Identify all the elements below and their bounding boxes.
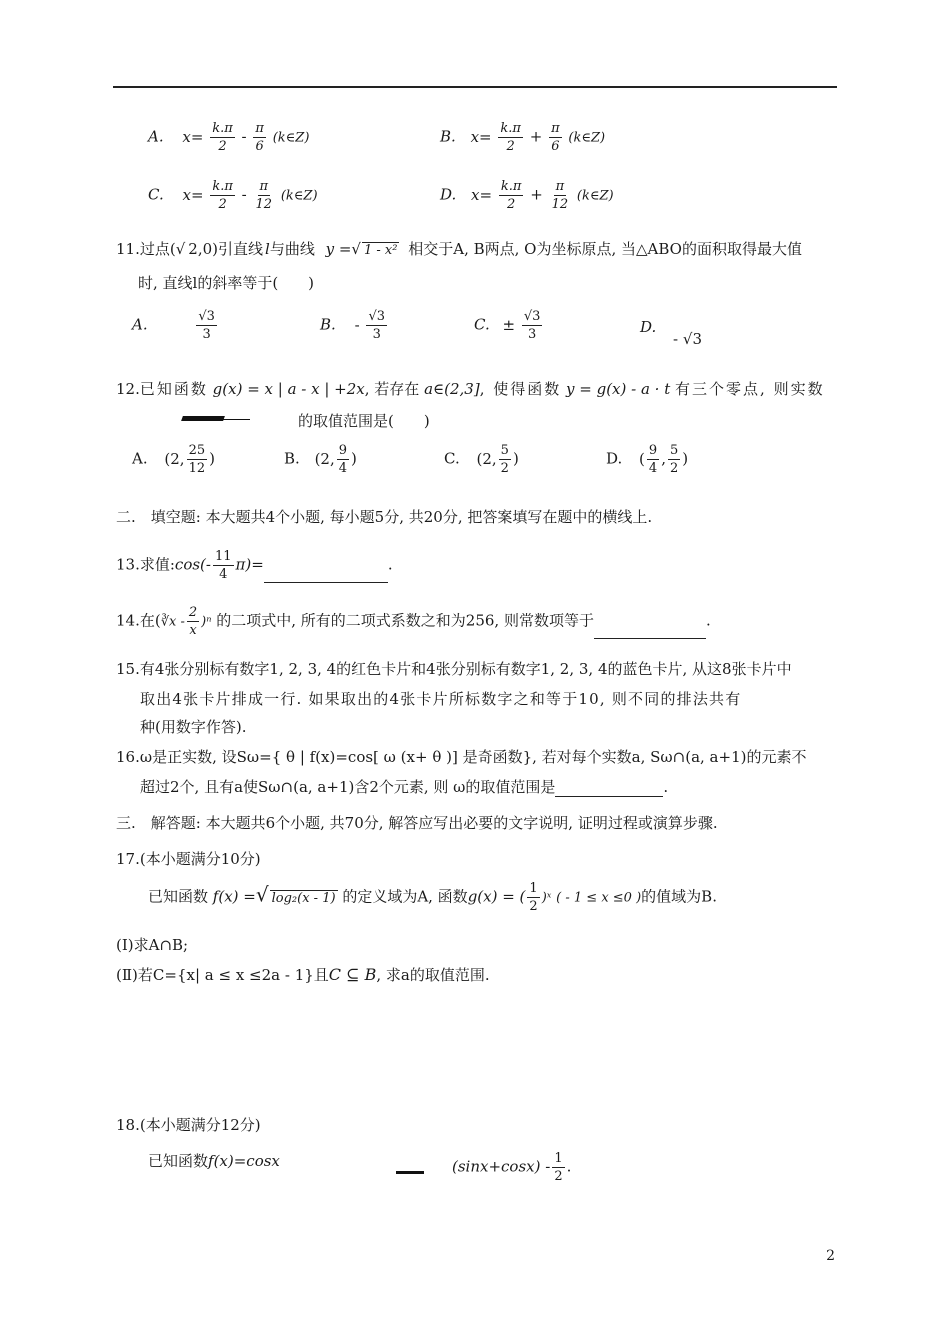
question-text: 种(用数字作答). bbox=[140, 718, 247, 736]
question-number: 12. bbox=[116, 380, 140, 398]
section-3-heading bbox=[116, 812, 718, 833]
sqrt-symbol: √ bbox=[175, 240, 186, 258]
question-title: (本小题满分10分) bbox=[139, 850, 261, 868]
fraction: $\frac{k.\pi}{2}$ bbox=[212, 179, 233, 212]
fraction: $\frac{25}{12}$ bbox=[188, 443, 206, 476]
question-text: 超过2个, 且有a使Sω∩(a, a+1)含2个元素, 则 ω的取值范围是 bbox=[140, 778, 556, 796]
question-12-line2 bbox=[298, 410, 430, 431]
fraction: $\frac{√3}{3}$ bbox=[368, 309, 385, 342]
question-number: 11. bbox=[116, 240, 140, 258]
option-text: , bbox=[661, 449, 666, 468]
question-text: l bbox=[265, 240, 270, 258]
math-expression: 1 - x² bbox=[363, 243, 398, 258]
math-expression: y = g(x) - a · t bbox=[566, 380, 671, 398]
math-expression: f(x)=cosx bbox=[208, 1152, 280, 1170]
math-expression: log₂(x - 1) bbox=[271, 890, 336, 906]
question-17-part2 bbox=[116, 964, 490, 985]
question-number: 14. bbox=[116, 611, 140, 630]
option-text: (2, bbox=[164, 449, 185, 468]
fraction: $\frac{1}{2}$ bbox=[529, 881, 538, 914]
q10-option-d bbox=[440, 178, 614, 213]
math-expression: cos(- bbox=[174, 555, 211, 574]
option-text: ) bbox=[209, 449, 215, 468]
question-text: ω是正实数, 设Sω={ θ | f(x)=cos[ ω (x+ θ )] 是奇函数}, 若对每个实数a, Sω∩(a, a+1)的元素不 bbox=[139, 748, 807, 766]
option-label: A. bbox=[132, 449, 148, 468]
option-text: x= bbox=[182, 127, 204, 146]
sqrt-symbol: √ bbox=[351, 240, 361, 258]
section-2-heading bbox=[116, 506, 652, 527]
question-text: . bbox=[705, 611, 711, 630]
question-15-line1 bbox=[116, 658, 792, 679]
question-title: (本小题满分12分) bbox=[139, 1116, 261, 1134]
math-expression: y = bbox=[325, 240, 352, 258]
option-text: (2, bbox=[314, 449, 335, 468]
math-expression: )ˣ bbox=[541, 890, 552, 906]
q10-option-b bbox=[440, 120, 605, 155]
option-label: B. bbox=[320, 315, 336, 334]
question-text: . bbox=[566, 1157, 572, 1176]
fraction: $\frac{\pi}{12}$ bbox=[255, 179, 273, 212]
question-text: 2,0)引直线 bbox=[188, 240, 263, 258]
math-expression: )ⁿ bbox=[201, 614, 212, 630]
fraction: $\frac{11}{4}$ bbox=[214, 549, 232, 582]
math-expression: ( - 1 ≤ x ≤0 ) bbox=[556, 890, 642, 906]
question-text: 的二项式中, 所有的二项式系数之和为256, 则常数项等于 bbox=[216, 611, 594, 630]
option-text: ) bbox=[351, 449, 357, 468]
fraction: $\frac{k.\pi}{2}$ bbox=[500, 121, 521, 154]
question-text: 已知函数 bbox=[139, 380, 208, 398]
q11-option-a bbox=[132, 308, 219, 343]
option-text: (k∈Z) bbox=[280, 188, 318, 204]
question-text: 已知函数 bbox=[148, 1152, 209, 1170]
option-text: x= bbox=[182, 185, 204, 204]
option-text: x= bbox=[470, 127, 492, 146]
fraction: $\frac{\pi}{6}$ bbox=[551, 121, 560, 154]
answer-blank[interactable] bbox=[555, 782, 663, 797]
sign: - bbox=[354, 315, 360, 334]
question-text: 与曲线 bbox=[269, 240, 315, 258]
question-text: , 若存在 bbox=[364, 380, 420, 398]
math-expression: π)= bbox=[235, 555, 264, 574]
q10-option-c bbox=[148, 178, 318, 213]
question-text: (Ⅱ)若C={x| a ≤ x ≤2a - 1}且 bbox=[116, 966, 329, 984]
question-text: , 求a的取值范围. bbox=[376, 966, 490, 984]
operator: + bbox=[529, 127, 543, 146]
math-expression: ∛x - bbox=[160, 614, 185, 630]
fraction: $\frac{9}{4}$ bbox=[648, 443, 658, 476]
option-text: (k∈Z) bbox=[568, 130, 606, 146]
question-text: 取出4张卡片排成一行. 如果取出的4张卡片所标数字之和等于10, 则不同的排法共有 bbox=[140, 690, 742, 708]
option-label: D. bbox=[640, 318, 657, 336]
question-number: 16. bbox=[116, 748, 140, 766]
q12-option-a bbox=[132, 442, 215, 477]
fraction: $\frac{9}{4}$ bbox=[338, 443, 348, 476]
operator: - bbox=[241, 185, 247, 204]
sqrt-symbol: √ bbox=[255, 882, 269, 907]
option-text: (k∈Z) bbox=[272, 130, 310, 146]
math-expression: g(x) = x | a - x | +2x bbox=[212, 380, 365, 398]
q10-option-a bbox=[148, 120, 309, 155]
question-18-body bbox=[148, 1150, 280, 1171]
fraction: $\frac{k.\pi}{2}$ bbox=[500, 179, 522, 212]
fraction: $\frac{√3}{3}$ bbox=[523, 309, 541, 342]
option-text: ) bbox=[512, 449, 519, 468]
question-17-body bbox=[148, 880, 717, 915]
question-text: 已知函数 bbox=[148, 887, 209, 906]
q11-option-d bbox=[640, 318, 702, 348]
option-text: ) bbox=[682, 449, 689, 468]
fraction: $\frac{5}{2}$ bbox=[669, 443, 679, 476]
option-label: C. bbox=[444, 449, 460, 468]
question-11-line2 bbox=[138, 272, 314, 293]
option-label: D. bbox=[440, 185, 457, 204]
question-text: 的定义域为A, 函数 bbox=[342, 887, 468, 906]
question-text: 时, 直线l的斜率等于( ) bbox=[138, 274, 315, 292]
fraction: $\frac{k.\pi}{2}$ bbox=[212, 121, 233, 154]
question-number: 15. bbox=[116, 660, 140, 678]
option-text: - √3 bbox=[673, 330, 702, 348]
question-11-line1 bbox=[116, 238, 802, 259]
section-heading: 三. 解答题: 本大题共6个小题, 共70分, 解答应写出必要的文字说明, 证明过程或演算步骤. bbox=[116, 814, 718, 832]
math-expression: C ⊆ B bbox=[328, 965, 377, 984]
redaction-mark bbox=[396, 1171, 424, 1174]
question-text: 求值: bbox=[139, 555, 175, 574]
question-text: 的值域为B. bbox=[641, 887, 717, 906]
option-label: A. bbox=[148, 127, 164, 146]
question-12-line1 bbox=[116, 378, 825, 399]
option-label: C. bbox=[474, 315, 490, 334]
question-text: 过点( bbox=[139, 240, 176, 258]
question-17-title bbox=[116, 848, 261, 869]
fraction: $\frac{1}{2}$ bbox=[554, 1151, 563, 1184]
question-text: 在( bbox=[139, 611, 161, 630]
q12-option-c bbox=[444, 442, 519, 477]
option-text: x= bbox=[471, 185, 493, 204]
section-heading: 二. 填空题: 本大题共4个小题, 每小题5分, 共20分, 把答案填写在题中的横线上. bbox=[116, 508, 653, 526]
fraction: $\frac{5}{2}$ bbox=[500, 443, 509, 476]
q11-option-c bbox=[474, 308, 544, 343]
option-label: A. bbox=[132, 315, 148, 334]
question-14 bbox=[116, 604, 711, 639]
fraction: $\frac{\pi}{12}$ bbox=[551, 179, 569, 212]
question-number: 13. bbox=[116, 555, 140, 574]
page-number: 2 bbox=[826, 1248, 835, 1264]
question-number: 17. bbox=[116, 850, 140, 868]
question-text: 有4张分别标有数字1, 2, 3, 4的红色卡片和4张分别标有数字1, 2, 3, 4的蓝色卡片, 从这8张卡片中 bbox=[139, 660, 792, 678]
question-text: 有三个零点, 则实数 bbox=[675, 380, 825, 398]
math-expression: a∈(2,3] bbox=[424, 380, 480, 398]
q12-option-b bbox=[284, 442, 357, 477]
q12-option-d bbox=[606, 442, 688, 477]
question-text: , 使得函数 bbox=[479, 380, 562, 398]
option-text: ( bbox=[639, 449, 645, 468]
sign: ± bbox=[502, 315, 516, 334]
question-16-line1 bbox=[116, 746, 806, 767]
option-label: B. bbox=[284, 449, 300, 468]
question-15-line3 bbox=[140, 716, 246, 737]
question-15-line2 bbox=[140, 688, 741, 709]
option-label: D. bbox=[606, 449, 623, 468]
fraction: $\frac{√3}{3}$ bbox=[198, 309, 215, 342]
question-text: 的取值范围是( ) bbox=[298, 412, 430, 430]
option-text: (k∈Z) bbox=[576, 188, 614, 204]
math-expression: (sinx+cosx) - bbox=[452, 1157, 551, 1176]
question-18-body-cont bbox=[452, 1150, 571, 1185]
option-label: C. bbox=[148, 185, 164, 204]
operator: + bbox=[530, 185, 543, 204]
math-expression: f(x) = bbox=[212, 887, 256, 906]
question-text: . bbox=[387, 555, 393, 574]
question-text: (Ⅰ)求A∩B; bbox=[116, 936, 189, 954]
redaction-mark bbox=[214, 419, 250, 420]
question-number: 18. bbox=[116, 1116, 140, 1134]
answer-blank[interactable] bbox=[594, 624, 706, 639]
operator: - bbox=[241, 127, 247, 146]
fraction: $\frac{2}{x}$ bbox=[188, 605, 198, 638]
question-text: . bbox=[663, 778, 669, 796]
header-rule bbox=[113, 86, 837, 88]
question-18-title bbox=[116, 1114, 261, 1135]
question-16-line2 bbox=[140, 776, 668, 797]
question-13 bbox=[116, 548, 393, 583]
option-text: (2, bbox=[476, 449, 497, 468]
option-label: B. bbox=[440, 127, 456, 146]
q11-option-b bbox=[320, 308, 389, 343]
answer-blank[interactable] bbox=[264, 568, 388, 583]
question-text: 相交于A, B两点, O为坐标原点, 当△ABO的面积取得最大值 bbox=[408, 240, 802, 258]
math-expression: g(x) = ( bbox=[467, 887, 526, 906]
fraction: $\frac{\pi}{6}$ bbox=[255, 121, 264, 154]
question-17-part1 bbox=[116, 934, 188, 955]
